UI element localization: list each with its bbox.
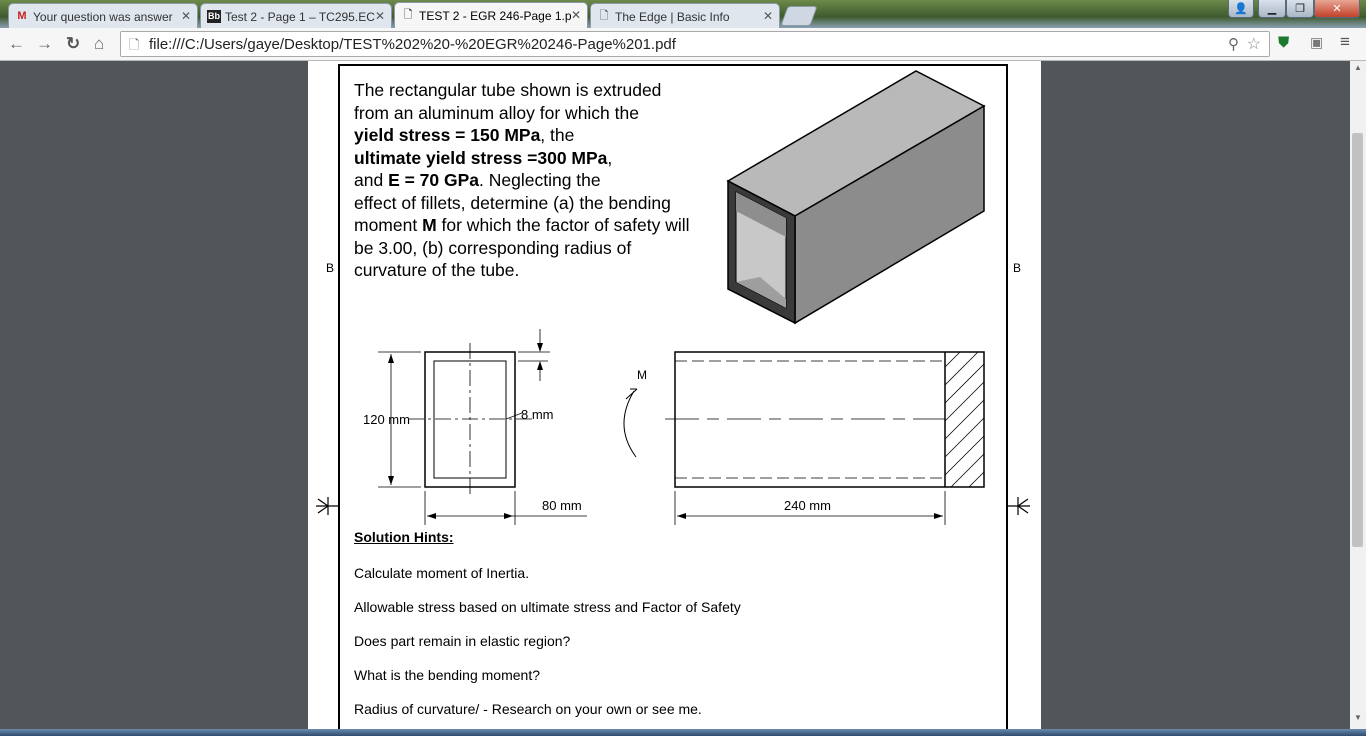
dim-width-label: 80 mm	[542, 498, 582, 513]
forward-icon[interactable]: →	[36, 34, 53, 53]
close-window-button[interactable]: ✕	[1314, 0, 1360, 18]
hint-item: What is the bending moment?	[354, 667, 540, 683]
home-icon[interactable]: ⌂	[94, 34, 105, 53]
problem-line: ultimate yield stress =300 MPa,	[354, 147, 613, 168]
title-bar	[0, 0, 1366, 28]
reload-icon[interactable]: ↻	[66, 34, 81, 53]
moment-label: M	[637, 368, 647, 382]
cross-section-drawing	[378, 329, 587, 525]
close-icon[interactable]: ✕	[570, 8, 581, 22]
problem-line: be 3.00, (b) corresponding radius of	[354, 237, 632, 258]
extension-icon[interactable]: ▣	[1310, 34, 1324, 50]
problem-line: The rectangular tube shown is extruded	[354, 80, 662, 100]
vertical-scrollbar[interactable]	[1350, 61, 1366, 736]
page-icon: 🗋	[599, 10, 609, 22]
tab-label: Test 2 - Page 1 – TC295.EC	[225, 10, 375, 24]
shield-icon[interactable]: ⛊	[1278, 34, 1290, 51]
tab-gmail[interactable]	[8, 3, 198, 28]
user-profile-button[interactable]: 👤	[1228, 0, 1254, 18]
windows-taskbar	[0, 729, 1366, 736]
close-icon[interactable]: ✕	[762, 9, 773, 23]
problem-line: yield stress = 150 MPa, the	[354, 125, 575, 145]
scroll-up-icon[interactable]: ▲	[1354, 63, 1362, 72]
problem-line: moment M for which the factor of safety will	[354, 215, 690, 235]
scroll-down-icon[interactable]: ▼	[1354, 713, 1362, 722]
hints-title: Solution Hints:	[354, 529, 454, 545]
problem-line: curvature of the tube.	[354, 260, 520, 280]
gmail-icon: M	[17, 10, 27, 22]
hint-item: Radius of curvature/ - Research on your own or see me.	[354, 701, 702, 717]
tab-pdf[interactable]	[394, 2, 588, 28]
dim-thickness-label: 8 mm	[521, 407, 554, 422]
maximize-button[interactable]: ❐	[1286, 0, 1314, 18]
margin-marker-right: B	[1013, 261, 1022, 275]
browser-toolbar	[0, 28, 1366, 61]
url-text[interactable]: file:///C:/Users/gaye/Desktop/TEST%202%20-%20EGR%20246-Page%201.pdf	[149, 36, 676, 53]
tab-label: Your question was answer	[33, 10, 173, 24]
tab-label: TEST 2 - EGR 246-Page 1.p	[419, 9, 572, 23]
blackboard-icon: Bb	[208, 11, 220, 21]
page-icon: 🗋	[129, 37, 140, 52]
bookmark-star-icon[interactable]: ☆	[1246, 36, 1261, 53]
dim-length-label: 240 mm	[784, 498, 831, 513]
pdf-viewer	[0, 61, 1350, 736]
tab-label: The Edge | Basic Info	[615, 10, 730, 24]
address-bar[interactable]	[120, 31, 1270, 57]
back-icon[interactable]: ←	[8, 34, 25, 53]
menu-icon[interactable]: ≡	[1340, 32, 1350, 51]
section-markers	[316, 497, 1030, 515]
page-icon: 🗋	[403, 9, 413, 21]
problem-line: from an aluminum alloy for which the	[354, 102, 639, 123]
close-icon[interactable]: ✕	[374, 9, 385, 23]
hint-item: Calculate moment of Inertia.	[354, 565, 530, 581]
hint-item: Does part remain in elastic region?	[354, 633, 571, 649]
problem-line: effect of fillets, determine (a) the bending	[354, 192, 671, 213]
new-tab-button[interactable]	[780, 6, 817, 26]
scrollbar-thumb[interactable]	[1352, 133, 1363, 547]
tube-diagrams	[308, 61, 1048, 541]
tab-the-edge[interactable]	[590, 3, 780, 28]
margin-marker-left: B	[326, 261, 335, 275]
zoom-icon[interactable]: ⚲	[1228, 36, 1239, 53]
minimize-button[interactable]: ▁	[1258, 0, 1286, 18]
close-icon[interactable]: ✕	[180, 9, 191, 23]
hint-item: Allowable stress based on ultimate stress and Factor of Safety	[354, 599, 741, 615]
problem-line: and E = 70 GPa. Neglecting the	[354, 170, 601, 190]
tube-3d-drawing	[728, 71, 984, 323]
dim-height-label: 120 mm	[363, 412, 410, 427]
tab-blackboard[interactable]	[200, 3, 392, 28]
